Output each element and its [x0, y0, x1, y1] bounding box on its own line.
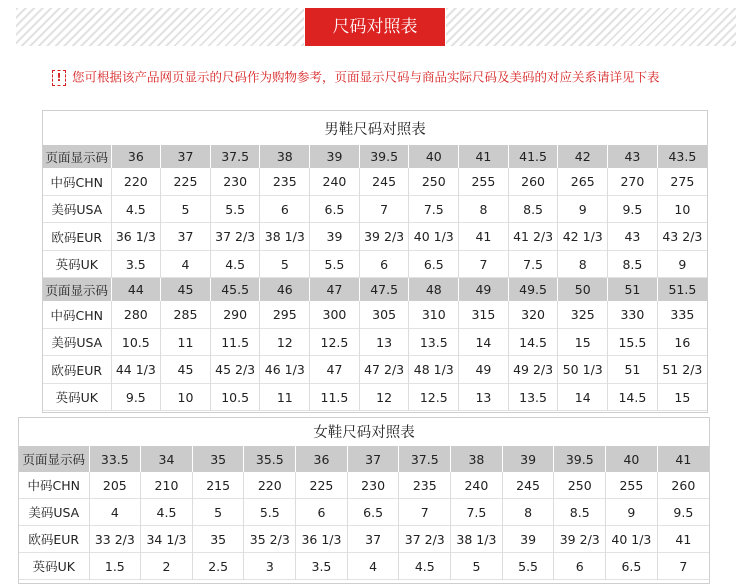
- size-cell: 290: [210, 301, 260, 329]
- size-cell: 5.5: [210, 196, 260, 223]
- size-cell: 260: [657, 472, 709, 499]
- row-label: 美码USA: [51, 202, 103, 217]
- size-cell: 40: [606, 446, 658, 472]
- size-cell: 4.5: [141, 499, 193, 526]
- size-cell: 245: [359, 168, 409, 196]
- size-cell: 255: [606, 472, 658, 499]
- size-cell: 220: [111, 168, 161, 196]
- size-cell: 5: [192, 499, 244, 526]
- size-cell: 280: [111, 301, 161, 329]
- size-cell: 47: [310, 278, 360, 302]
- size-cell: 48: [409, 278, 459, 302]
- size-cell: 34 1/3: [141, 526, 193, 553]
- size-cell: 15.5: [608, 329, 658, 356]
- size-cell: 6.5: [409, 251, 459, 278]
- size-cell: 12: [359, 384, 409, 411]
- size-cell: 6: [260, 196, 310, 223]
- size-cell: 260: [508, 168, 558, 196]
- size-cell: 39: [502, 526, 554, 553]
- size-cell: 43: [608, 145, 658, 168]
- men-uk-row: [43, 384, 707, 411]
- size-cell: 33.5: [89, 446, 141, 472]
- size-cell: 39: [310, 145, 360, 168]
- size-cell: 16: [657, 329, 707, 356]
- size-cell: 37: [347, 446, 399, 472]
- size-cell: 46 1/3: [260, 356, 310, 384]
- size-cell: 35.5: [244, 446, 296, 472]
- size-cell: 330: [608, 301, 658, 329]
- size-cell: 41: [459, 145, 509, 168]
- size-cell: 42 1/3: [558, 223, 608, 251]
- size-cell: 235: [260, 168, 310, 196]
- size-cell: 49: [459, 356, 509, 384]
- size-cell: 310: [409, 301, 459, 329]
- men-chn-row: [43, 168, 707, 196]
- size-cell: 275: [657, 168, 707, 196]
- size-cell: 35: [192, 526, 244, 553]
- size-cell: 41.5: [508, 145, 558, 168]
- size-cell: 51: [608, 356, 658, 384]
- size-cell: 7: [657, 553, 709, 580]
- size-cell: 37 2/3: [399, 526, 451, 553]
- size-cell: 255: [459, 168, 509, 196]
- women-chart-title: 女鞋尺码对照表: [313, 425, 415, 441]
- size-cell: 38: [451, 446, 503, 472]
- size-cell: 15: [558, 329, 608, 356]
- row-label: 页面显示码: [43, 145, 111, 168]
- row-label: 中码CHN: [27, 478, 80, 493]
- size-cell: 13.5: [508, 384, 558, 411]
- row-label: 页面显示码: [19, 446, 89, 472]
- size-cell: 285: [161, 301, 211, 329]
- size-cell: 3.5: [111, 251, 161, 278]
- row-label: 欧码EUR: [51, 229, 103, 245]
- size-cell: 11: [161, 329, 211, 356]
- size-cell: 47.5: [359, 278, 409, 302]
- size-cell: 8: [502, 499, 554, 526]
- women-eur-row: [19, 526, 709, 553]
- size-cell: 270: [608, 168, 658, 196]
- row-label: 美码USA: [51, 335, 103, 350]
- size-cell: 1.5: [89, 553, 141, 580]
- size-cell: 7: [459, 251, 509, 278]
- men-uk-row: [43, 251, 707, 278]
- size-cell: 3: [244, 553, 296, 580]
- size-cell: 235: [399, 472, 451, 499]
- size-cell: 42: [558, 145, 608, 168]
- size-cell: 43: [608, 223, 658, 251]
- size-cell: 6: [554, 553, 606, 580]
- size-cell: 4: [89, 499, 141, 526]
- size-cell: 8.5: [508, 196, 558, 223]
- size-cell: 40 1/3: [606, 526, 658, 553]
- men-header-row: [43, 145, 707, 168]
- size-cell: 47 2/3: [359, 356, 409, 384]
- size-cell: 37.5: [210, 145, 260, 168]
- size-cell: 4.5: [210, 251, 260, 278]
- size-cell: 38: [260, 145, 310, 168]
- size-cell: 50 1/3: [558, 356, 608, 384]
- women-header-row: [19, 446, 709, 472]
- size-cell: 8.5: [608, 251, 658, 278]
- size-cell: 295: [260, 301, 310, 329]
- size-cell: 10.5: [210, 384, 260, 411]
- size-cell: 6: [359, 251, 409, 278]
- size-cell: 9.5: [657, 499, 709, 526]
- size-cell: 49: [459, 278, 509, 302]
- size-cell: 230: [347, 472, 399, 499]
- size-cell: 33 2/3: [89, 526, 141, 553]
- size-cell: 37: [347, 526, 399, 553]
- size-cell: 8: [459, 196, 509, 223]
- size-cell: 13: [459, 384, 509, 411]
- men-chart-title: 男鞋尺码对照表: [324, 122, 426, 138]
- men-header-row: [43, 278, 707, 302]
- size-cell: 10.5: [111, 329, 161, 356]
- size-cell: 5.5: [502, 553, 554, 580]
- size-cell: 43 2/3: [657, 223, 707, 251]
- banner-hatch-right: [446, 8, 736, 46]
- size-cell: 5: [451, 553, 503, 580]
- row-label: 英码UK: [32, 559, 75, 574]
- size-cell: 41: [459, 223, 509, 251]
- size-cell: 10: [657, 196, 707, 223]
- men-usa-row: [43, 329, 707, 356]
- notice: [52, 67, 660, 87]
- size-cell: 325: [558, 301, 608, 329]
- men-usa-row: [43, 196, 707, 223]
- size-cell: 210: [141, 472, 193, 499]
- men-size-table: [43, 145, 707, 411]
- size-cell: 44 1/3: [111, 356, 161, 384]
- size-cell: 8: [558, 251, 608, 278]
- size-cell: 220: [244, 472, 296, 499]
- size-cell: 225: [296, 472, 348, 499]
- notice-text: 您可根据该产品网页显示的尺码作为购物参考，页面显示尺码与商品实际尺码及美码的对应关系请详见下表: [72, 69, 660, 85]
- size-cell: 5: [260, 251, 310, 278]
- size-cell: 48 1/3: [409, 356, 459, 384]
- size-cell: 240: [451, 472, 503, 499]
- exclamation-icon: !: [52, 70, 66, 86]
- size-cell: 49 2/3: [508, 356, 558, 384]
- size-cell: 40: [409, 145, 459, 168]
- men-size-chart: [42, 110, 708, 413]
- size-cell: 9: [606, 499, 658, 526]
- size-cell: 12.5: [310, 329, 360, 356]
- size-cell: 45.5: [210, 278, 260, 302]
- women-usa-row: [19, 499, 709, 526]
- size-cell: 250: [554, 472, 606, 499]
- size-cell: 38 1/3: [260, 223, 310, 251]
- size-cell: 39: [310, 223, 360, 251]
- size-cell: 11.5: [310, 384, 360, 411]
- size-cell: 205: [89, 472, 141, 499]
- size-cell: 2: [141, 553, 193, 580]
- size-cell: 34: [141, 446, 193, 472]
- row-label: 英码UK: [55, 257, 98, 272]
- size-cell: 51.5: [657, 278, 707, 302]
- size-cell: 9.5: [608, 196, 658, 223]
- size-cell: 36: [111, 145, 161, 168]
- size-cell: 12.5: [409, 384, 459, 411]
- size-cell: 7.5: [508, 251, 558, 278]
- size-cell: 39 2/3: [554, 526, 606, 553]
- size-cell: 5.5: [310, 251, 360, 278]
- size-cell: 4.5: [111, 196, 161, 223]
- row-label: 中码CHN: [50, 174, 103, 190]
- size-cell: 250: [409, 168, 459, 196]
- size-cell: 12: [260, 329, 310, 356]
- size-cell: 9.5: [111, 384, 161, 411]
- size-cell: 7.5: [451, 499, 503, 526]
- size-cell: 37: [161, 145, 211, 168]
- size-cell: 265: [558, 168, 608, 196]
- size-cell: 14: [459, 329, 509, 356]
- size-cell: 40 1/3: [409, 223, 459, 251]
- size-cell: 38 1/3: [451, 526, 503, 553]
- size-cell: 49.5: [508, 278, 558, 302]
- size-cell: 15: [657, 384, 707, 411]
- size-cell: 5.5: [244, 499, 296, 526]
- size-cell: 11.5: [210, 329, 260, 356]
- size-cell: 35 2/3: [244, 526, 296, 553]
- size-cell: 39.5: [554, 446, 606, 472]
- size-cell: 305: [359, 301, 409, 329]
- banner-hatch-left: [16, 8, 304, 46]
- row-label: 美码USA: [28, 505, 80, 520]
- size-cell: 7: [399, 499, 451, 526]
- size-cell: 37: [161, 223, 211, 251]
- size-cell: 4: [161, 251, 211, 278]
- size-cell: 41: [657, 446, 709, 472]
- row-label: 英码UK: [55, 390, 98, 405]
- size-cell: 5: [161, 196, 211, 223]
- size-cell: 7: [359, 196, 409, 223]
- size-cell: 13.5: [409, 329, 459, 356]
- size-cell: 225: [161, 168, 211, 196]
- women-uk-row: [19, 553, 709, 580]
- size-cell: 6: [296, 499, 348, 526]
- size-cell: 9: [558, 196, 608, 223]
- size-cell: 45: [161, 356, 211, 384]
- size-cell: 39 2/3: [359, 223, 409, 251]
- size-cell: 14.5: [608, 384, 658, 411]
- size-cell: 43.5: [657, 145, 707, 168]
- size-cell: 36: [296, 446, 348, 472]
- banner-title: 尺码对照表: [305, 8, 445, 46]
- size-cell: 35: [192, 446, 244, 472]
- size-cell: 215: [192, 472, 244, 499]
- size-cell: 37 2/3: [210, 223, 260, 251]
- size-cell: 230: [210, 168, 260, 196]
- size-cell: 45 2/3: [210, 356, 260, 384]
- size-cell: 46: [260, 278, 310, 302]
- size-cell: 6.5: [606, 553, 658, 580]
- size-cell: 47: [310, 356, 360, 384]
- size-cell: 51 2/3: [657, 356, 707, 384]
- size-cell: 14: [558, 384, 608, 411]
- size-cell: 36 1/3: [111, 223, 161, 251]
- size-cell: 11: [260, 384, 310, 411]
- size-cell: 6.5: [347, 499, 399, 526]
- size-cell: 37.5: [399, 446, 451, 472]
- women-size-table: [19, 446, 709, 580]
- row-label: 欧码EUR: [28, 532, 80, 547]
- size-cell: 4.5: [399, 553, 451, 580]
- size-cell: 45: [161, 278, 211, 302]
- size-cell: 245: [502, 472, 554, 499]
- size-cell: 240: [310, 168, 360, 196]
- size-cell: 320: [508, 301, 558, 329]
- size-cell: 10: [161, 384, 211, 411]
- size-cell: 4: [347, 553, 399, 580]
- size-cell: 9: [657, 251, 707, 278]
- size-cell: 300: [310, 301, 360, 329]
- size-cell: 7.5: [409, 196, 459, 223]
- men-eur-row: [43, 356, 707, 384]
- men-eur-row: [43, 223, 707, 251]
- size-cell: 14.5: [508, 329, 558, 356]
- men-chn-row: [43, 301, 707, 329]
- size-cell: 41: [657, 526, 709, 553]
- size-cell: 315: [459, 301, 509, 329]
- size-cell: 51: [608, 278, 658, 302]
- size-cell: 39: [502, 446, 554, 472]
- size-cell: 8.5: [554, 499, 606, 526]
- size-cell: 6.5: [310, 196, 360, 223]
- size-cell: 3.5: [296, 553, 348, 580]
- row-label: 页面显示码: [43, 278, 111, 302]
- size-cell: 39.5: [359, 145, 409, 168]
- size-cell: 335: [657, 301, 707, 329]
- size-cell: 50: [558, 278, 608, 302]
- size-cell: 44: [111, 278, 161, 302]
- women-chn-row: [19, 472, 709, 499]
- size-cell: 2.5: [192, 553, 244, 580]
- row-label: 中码CHN: [50, 307, 103, 323]
- size-cell: 41 2/3: [508, 223, 558, 251]
- size-cell: 13: [359, 329, 409, 356]
- women-size-chart: [18, 417, 710, 584]
- size-cell: 36 1/3: [296, 526, 348, 553]
- row-label: 欧码EUR: [51, 362, 103, 378]
